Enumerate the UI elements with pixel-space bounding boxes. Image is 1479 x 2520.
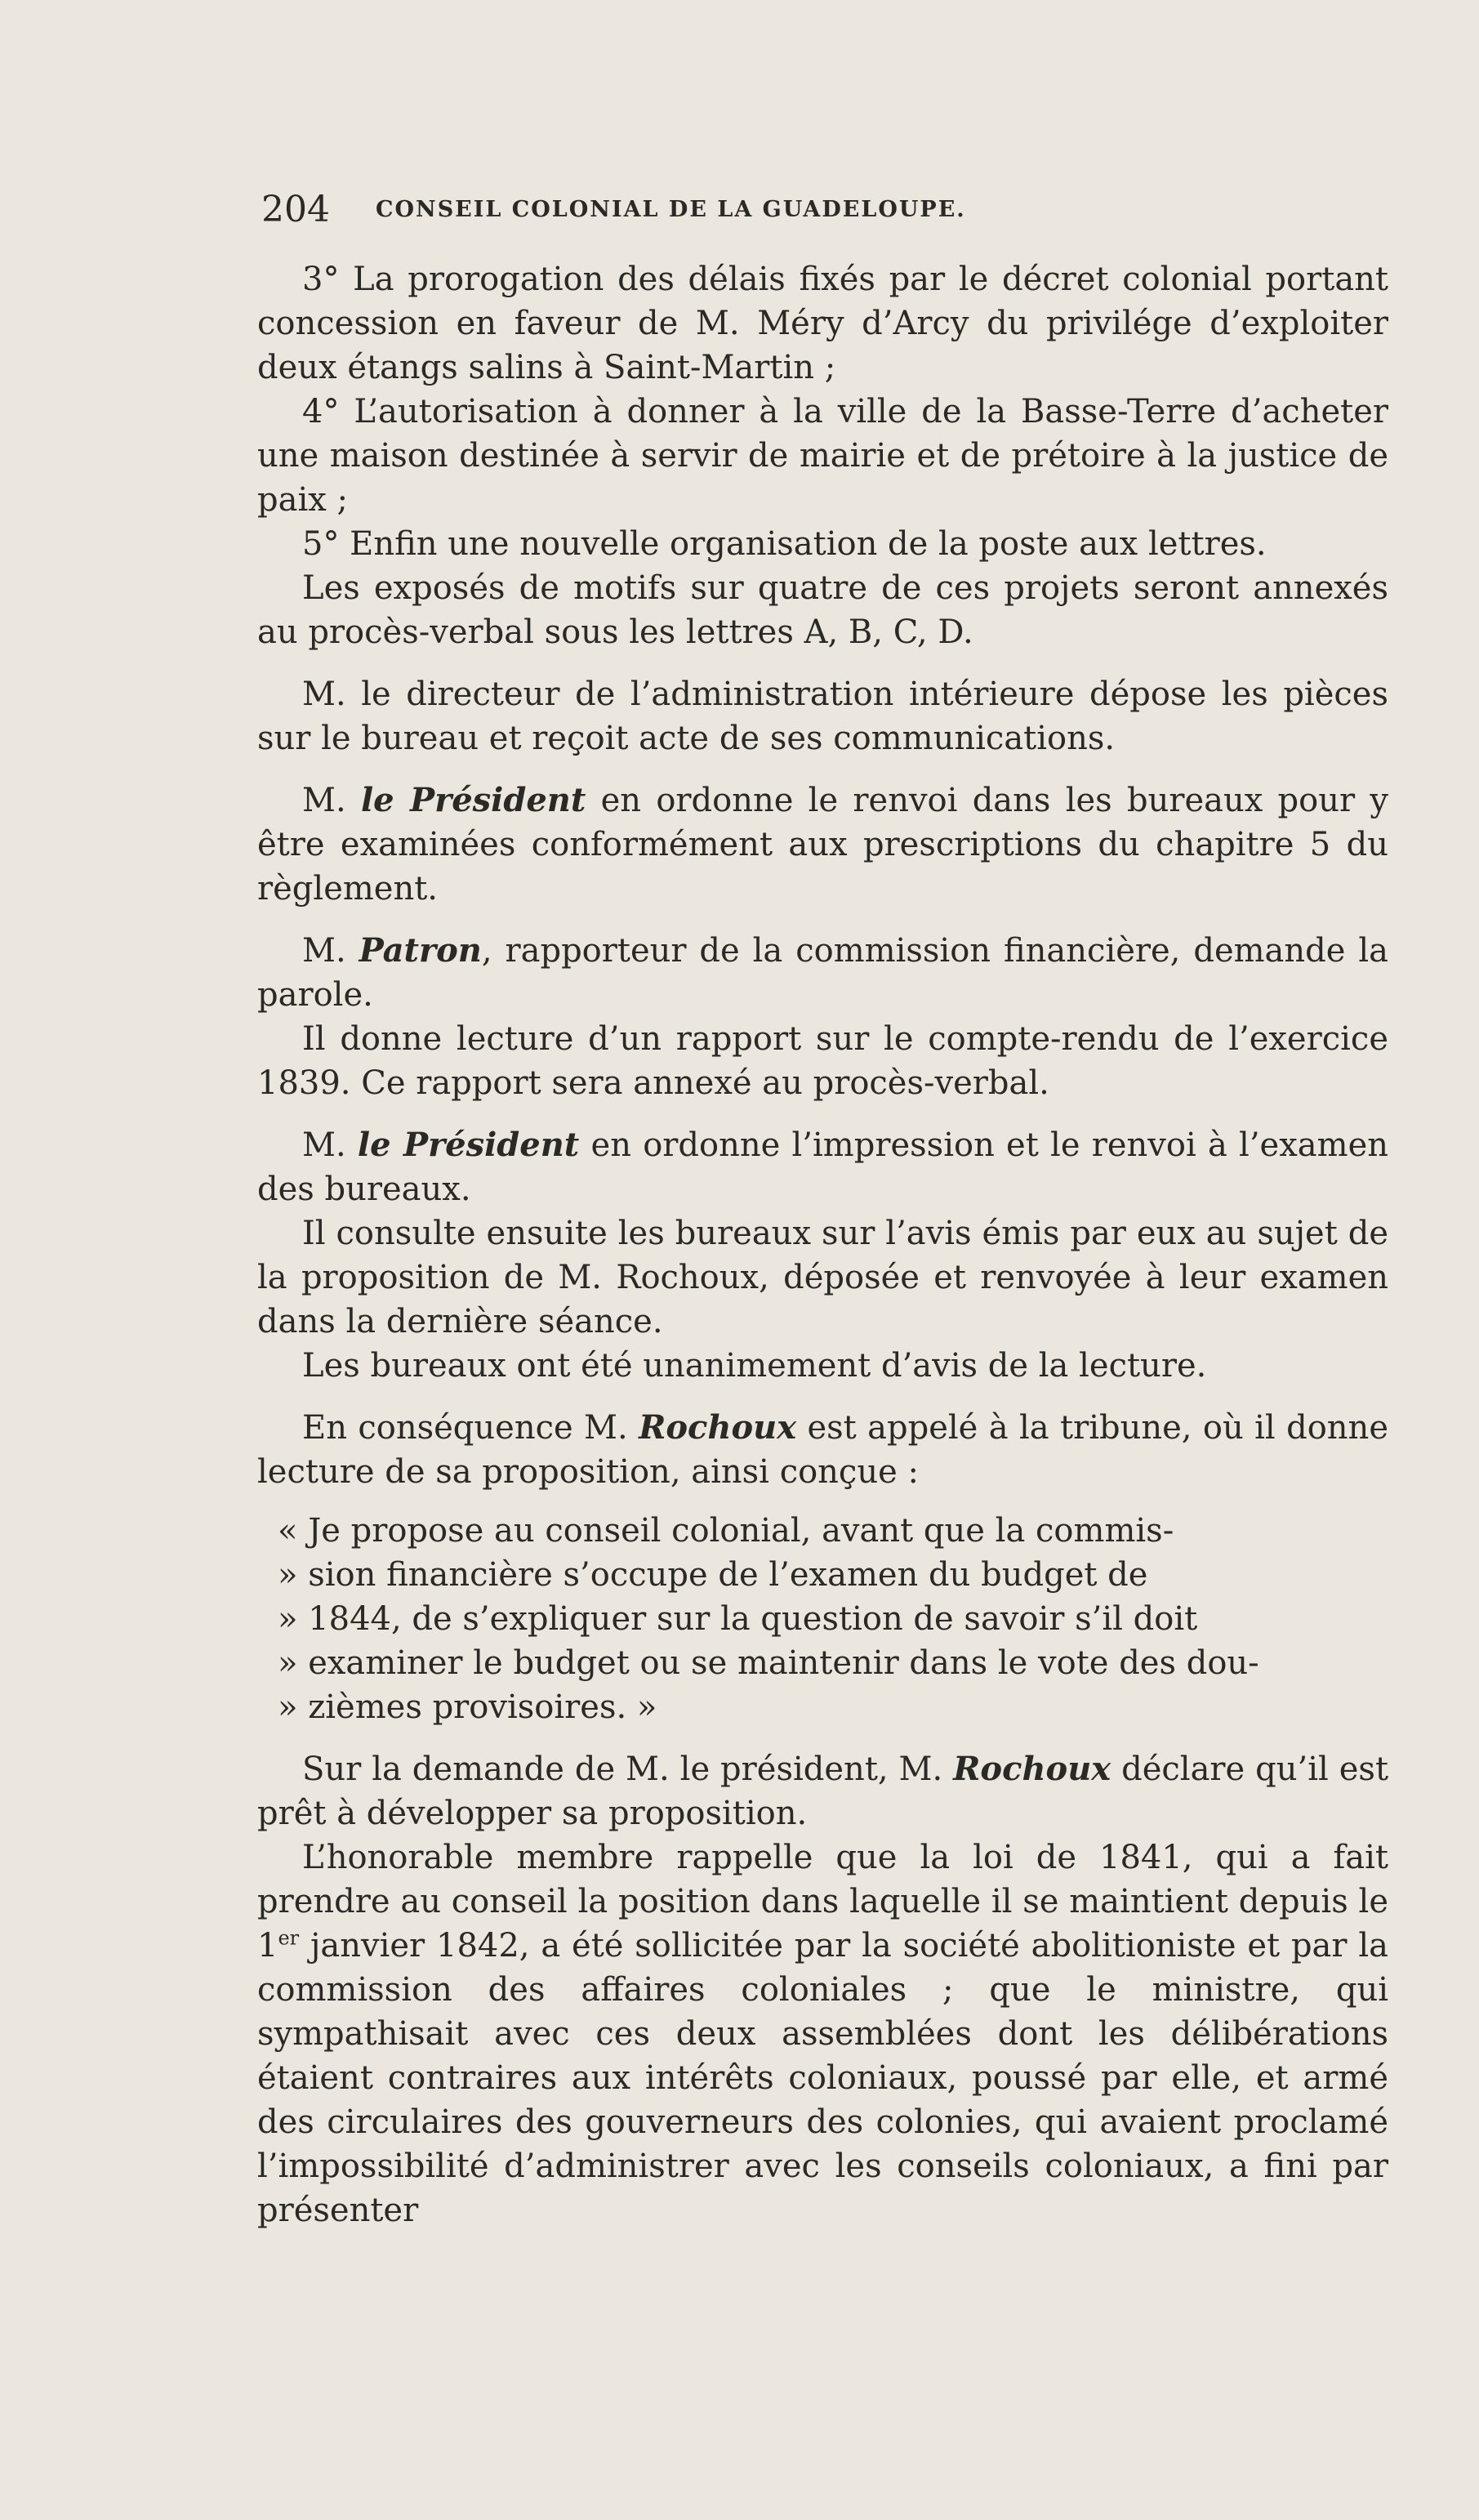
lecture-paragraph: Il donne lecture d’un rapport sur le compte-rendu de l’exercice 1839. Ce rapport sera annexé au procès-verbal. <box>257 1020 1388 1102</box>
demande-prefix: Sur la demande de M. le président, M. <box>302 1751 943 1788</box>
president-renvoi-paragraph <box>257 778 1388 911</box>
item-4-paragraph: 4° L’autorisation à donner à la ville de la Basse-Terre d’acheter une maison destinée à servir de mairie et de prétoire à la justice de paix ; <box>257 393 1388 519</box>
president-prefix: M. <box>302 1126 346 1164</box>
item-3-paragraph: 3° La prorogation des délais fixés par le décret colonial portant concession en faveur de M. Méry d’Arcy du privilége d’exploiter deux étangs salins à Saint-Martin ; <box>257 261 1388 386</box>
consequence-paragraph <box>257 1406 1388 1494</box>
consequence-prefix: En conséquence M. <box>302 1409 628 1447</box>
directeur-paragraph: M. le directeur de l’administration intérieure dépose les pièces sur le bureau et reçoit acte de ses communications. <box>257 676 1388 757</box>
rochoux-name: Rochoux <box>953 1750 1111 1788</box>
president-prefix: M. <box>302 782 346 819</box>
quote-line: » examiner le budget ou se maintenir dans le vote des dou- <box>278 1644 1259 1682</box>
honorable-text-a: L’honorable membre rappelle que la loi de 1841, qui a fait prendre au conseil la position dans laquelle il se maintient depuis le 1 <box>257 1839 1388 1965</box>
president-renvoi-text: en ordonne le renvoi dans les bureaux pour y être examinées conformément aux prescriptions du chapitre 5 du règlement. <box>257 782 1388 908</box>
quote-line: » zièmes provisoires. » <box>278 1688 657 1726</box>
page-header <box>261 190 1315 230</box>
page-body <box>257 257 1388 2232</box>
ordinal-superscript: er <box>278 1926 300 1950</box>
running-title: CONSEIL COLONIAL DE LA GUADELOUPE. <box>376 197 966 222</box>
demande-text: déclare qu’il est prêt à développer sa proposition. <box>257 1751 1389 1832</box>
page-number: 204 <box>261 189 330 230</box>
patron-text: , rapporteur de la commission financière, demande la parole. <box>257 932 1388 1014</box>
quote-line: » 1844, de s’expliquer sur la question de savoir s’il doit <box>278 1600 1198 1638</box>
president-impression-text: en ordonne l’impression et le renvoi à l’examen des bureaux. <box>257 1126 1388 1208</box>
consequence-text: est appelé à la tribune, où il donne lecture de sa proposition, ainsi conçue : <box>257 1409 1388 1491</box>
annex-paragraph: Les exposés de motifs sur quatre de ces projets seront annexés au procès-verbal sous les lettres A, B, C, D. <box>257 569 1388 651</box>
president-name: le Président <box>357 1126 580 1164</box>
bureaux-paragraph: Les bureaux ont été unanimement d’avis de la lecture. <box>302 1347 1207 1385</box>
proposition-quote <box>257 1509 1388 1729</box>
patron-name: Patron <box>359 931 482 970</box>
item-5-paragraph: 5° Enfin une nouvelle organisation de la poste aux lettres. <box>302 525 1267 563</box>
honorable-text-b: janvier 1842, a été sollicitée par la société abolitioniste et par la commission des affaires coloniales ; que le ministre, qui sympathisait avec ces deux assemblées dont les délibérations étaient contraires aux intérêts coloniaux, poussé par elle, et armé des circulaires des gouverneurs des colonies, qui avaient proclamé l’impossibilité d’administrer avec les conseils coloniaux, a fini par présenter <box>257 1927 1388 2229</box>
president-impression-paragraph <box>257 1123 1388 1211</box>
quote-line: « Je propose au conseil colonial, avant que la commis- <box>278 1512 1174 1550</box>
patron-paragraph <box>257 929 1388 1017</box>
president-name: le Président <box>360 781 586 819</box>
consulte-paragraph: Il consulte ensuite les bureaux sur l’avis émis par eux au sujet de la proposition de M. Rochoux, déposée et renvoyée à leur examen dans la dernière séance. <box>257 1215 1388 1340</box>
honorable-membre-paragraph <box>257 1835 1388 2232</box>
demande-paragraph <box>257 1747 1388 1835</box>
quote-line: » sion financière s’occupe de l’examen du budget de <box>278 1556 1148 1594</box>
rochoux-name: Rochoux <box>639 1408 797 1447</box>
patron-prefix: M. <box>302 932 346 970</box>
